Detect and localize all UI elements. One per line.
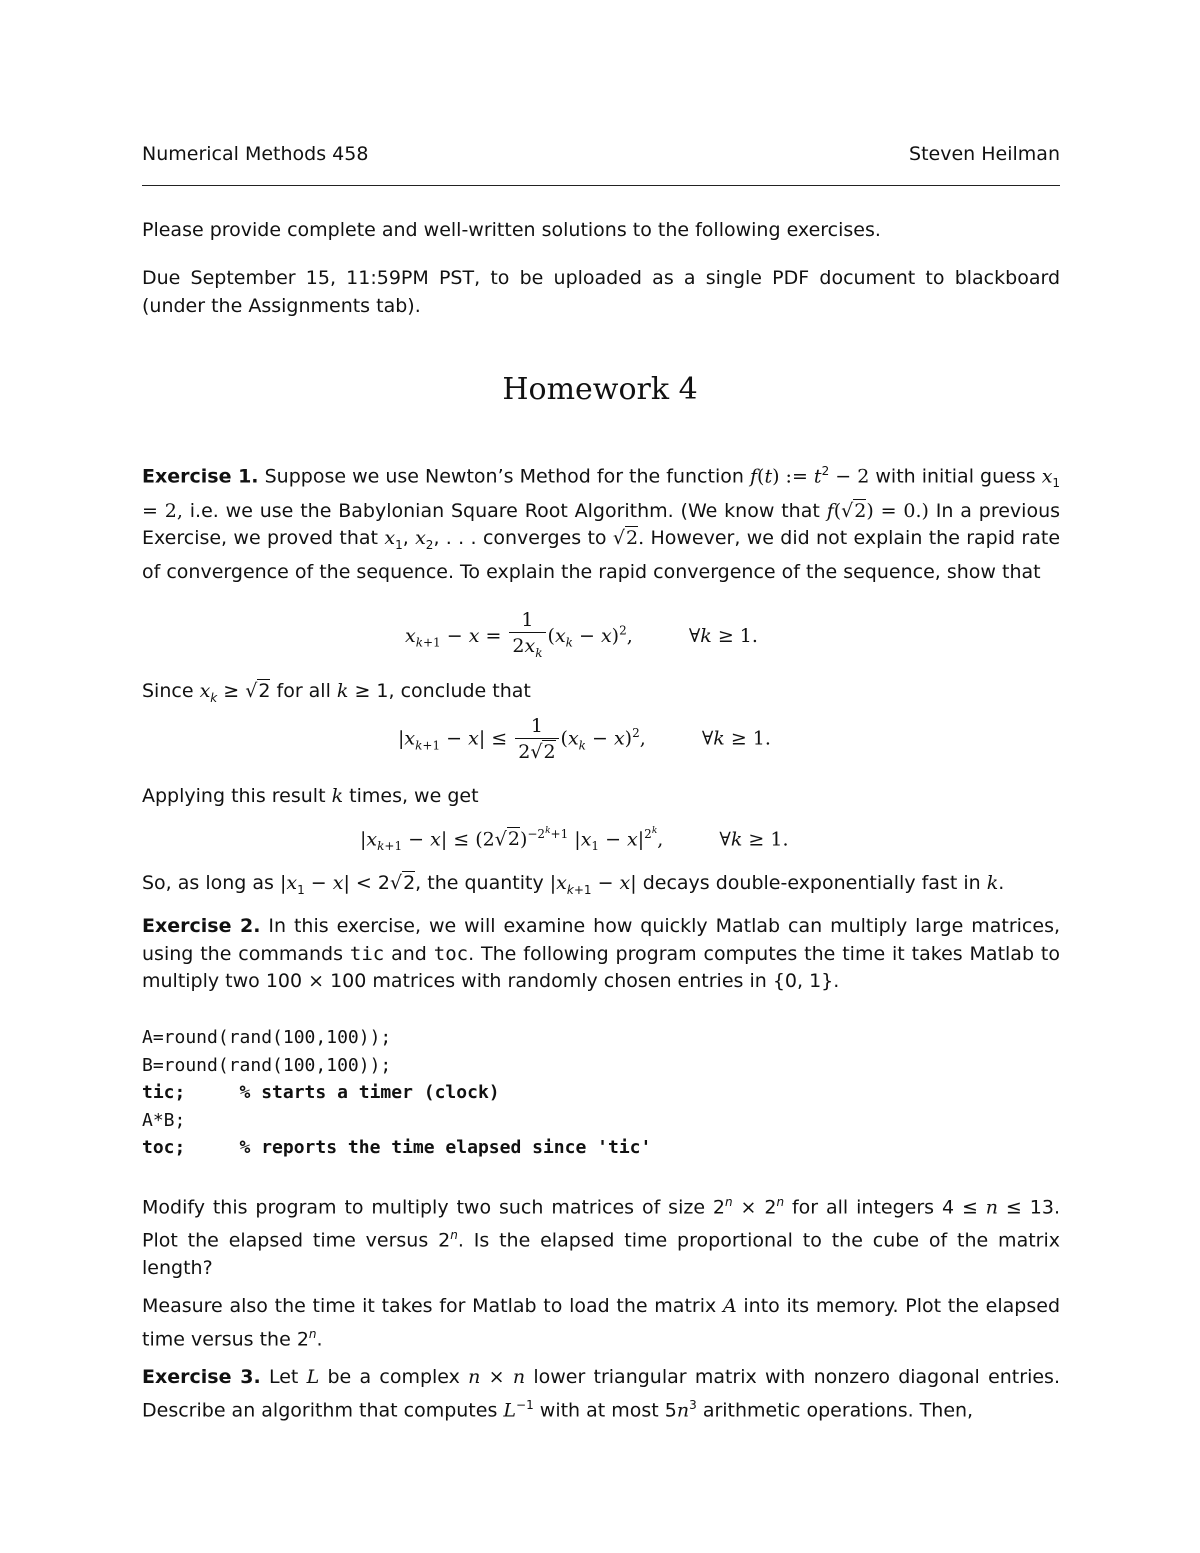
code-line-4: A*B; (142, 1110, 186, 1131)
applying-line: Applying this result k times, we get (142, 785, 479, 807)
measure-paragraph: Measure also the time it takes for Matlab to load the matrix A into its memory. Plot the elapsed time versus the 2$^n$. (142, 1295, 1061, 1350)
course-name: Numerical Methods 458 (142, 143, 369, 165)
exercise-1-text: Exercise 1. Suppose we use Newton’s Method for the function f(t) := $t^2 - 2$ with initial guess $x_1 = 2$, i.e. we use the Babylonian Square Root Algorithm. (We know that f(√2) = 0.) In a previous Exercise, we proved that $x_1$, $x_2$, . . . converges to √2. However, we did not explain the rapid rate of convergence of the sequence. To explain the rapid convergence of the sequence, show that (142, 464, 1061, 584)
exercise-3-label: Exercise 3. (142, 1366, 261, 1388)
exercise-2-label: Exercise 2. (142, 915, 261, 937)
so-line: So, as long as $|x_1 - x| < 2√2$, the quantity $|x_{k+1} - x|$ decays double-exponentially fast in k. (142, 872, 1005, 897)
equation-3: $|x_{k+1} - x| \le (2√2)^{-2^k+1}$ $|x_1 - x|^{2^k}$, ∀k ≥ 1. (360, 826, 789, 854)
code-line-3: tic; % starts a timer (clock) (142, 1082, 500, 1103)
modify-paragraph: Modify this program to multiply two such matrices of size $2^n \times 2^n$ for all integers 4 ≤ n ≤ 13. Plot the elapsed time versus 2$^n$. Is the elapsed time proportional to the cube of the matrix length? (142, 1195, 1060, 1279)
due-line: Due September 15, 11:59PM PST, to be uploaded as a single PDF document to blackboard (under the Assignments tab). (142, 267, 1060, 317)
code-line-5: toc; % reports the time elapsed since 'tic' (142, 1137, 652, 1158)
exercise-3-text: Exercise 3. Let L be a complex n × n lower triangular matrix with nonzero diagonal entries. Describe an algorithm that computes $L^{-1}$ with at most $5n^3$ arithmetic operations. Then, (142, 1366, 1060, 1421)
equation-2: $|x_{k+1} - x|$ ≤ $\frac{1}{2√2}$ $(x_k - x)^2$, ∀k ≥ 1. (398, 715, 771, 763)
code-line-1: A=round(rand(100,100)); (142, 1027, 392, 1048)
intro-line: Please provide complete and well-written solutions to the following exercises. (142, 219, 881, 241)
author-name: Steven Heilman (909, 143, 1060, 165)
since-line: Since $x_k \ge √2$ for all k ≥ 1, conclude that (142, 680, 531, 705)
header-rule (142, 185, 1060, 186)
exercise-1-label: Exercise 1. (142, 465, 259, 488)
exercise-2-text: Exercise 2. In this exercise, we will examine how quickly Matlab can multiply large matrices, using the commands tic and toc. The following program computes the time it takes Matlab to multiply two 100 × 100 matrices with randomly chosen entries in {0, 1}. (142, 915, 1061, 992)
equation-1: $x_{k+1} - x$ = $\frac{1}{2x_k}$ $(x_k - x)^2$, ∀k ≥ 1. (405, 609, 758, 660)
page-title: Homework 4 (502, 372, 698, 407)
code-line-2: B=round(rand(100,100)); (142, 1055, 392, 1076)
